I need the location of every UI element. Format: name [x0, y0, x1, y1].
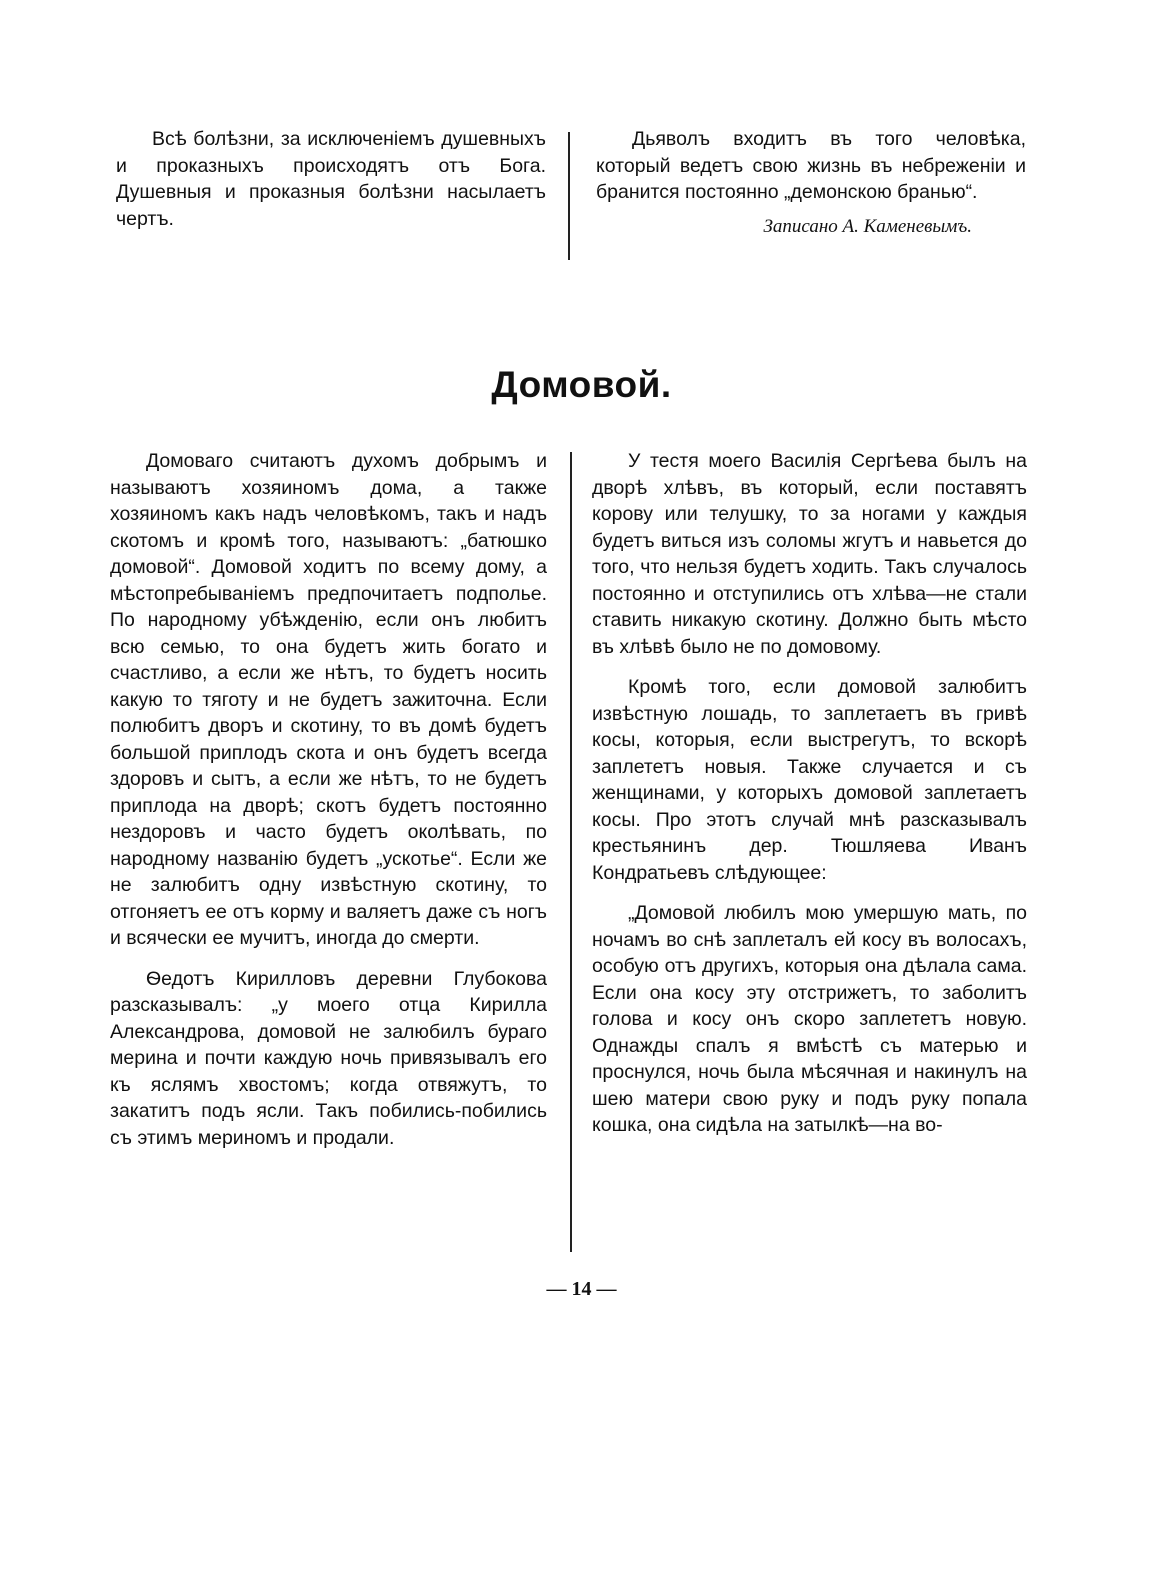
column-divider-main [570, 452, 572, 1252]
top-right-column [596, 126, 1026, 240]
top-left-column [116, 126, 546, 232]
paragraph: Ѳедотъ Кирилловъ деревни Глубокова разсказывалъ: „у моего отца Кирилла Александрова, домовой не залюбилъ бураго мерина и почти каждую ночь привязывалъ его къ яслямъ хвостомъ; когда отвяжутъ, то закатитъ подъ ясли. Такъ побились-побились съ этимъ мериномъ и продали. [110, 967, 547, 1149]
column-divider-top [568, 132, 570, 260]
paragraph: Домоваго считаютъ духомъ добрымъ и называютъ хозяиномъ дома, а также хозяиномъ какъ надъ человѣкомъ, такъ и надъ скотомъ и кромѣ того, называютъ: „батюшко домовой“. Домовой ходитъ по всему дому, а мѣстопребываніемъ предпочитаетъ подполье. По народному убѣжденію, если онъ любитъ всю семью, то она будетъ жить богато и счастливо, а если же нѣтъ, то будетъ носить какую то тяготу и не будетъ зажиточна. Если полюбитъ дворъ и скотину, то въ домѣ будетъ большой приплодъ скота и онъ будетъ всегда здоровъ и сытъ, а если же нѣтъ, то не будетъ приплода на дворѣ; скотъ будетъ постоянно нездоровъ и часто будетъ околѣвать, по народному названію будетъ „ускотье“. Если же не залюбитъ одну извѣстную скотину, то отгоняетъ ее отъ корму и валяетъ даже съ ногъ и всячески ее мучитъ, иногда до смерти. [110, 450, 547, 949]
section-title: Домовой. [491, 364, 672, 405]
author-signature: Записано А. Каменевымъ. [763, 215, 972, 237]
paragraph: „Домовой любилъ мою умершую мать, по ночамъ во снѣ заплеталъ ей косу въ волосахъ, особую отъ другихъ, которыя она дѣлала сама. Если она косу эту отстрижетъ, то заболитъ голова и косу онъ скоро заплететъ новую. Однажды спалъ я вмѣстѣ съ матерью и проснулся, ночь была мѣсячная и накинулъ на шею матери свою руку и подъ руку попала кошка, она сидѣла на затылкѣ—на во- [592, 902, 1027, 1136]
top-right-paragraph: Дьяволъ входитъ въ того человѣка, который ведетъ свою жизнь въ небреженіи и бранится постоянно „демонскою бранью“. [596, 128, 1026, 203]
page-number: — 14 — [546, 1278, 617, 1300]
paragraph: У тестя моего Василія Сергѣева былъ на дворѣ хлѣвъ, въ который, если поставятъ корову или телушку, то за ногами у каждыя будетъ виться изъ соломы жгутъ и навьется до того, что нельзя будетъ ходить. Такъ случалось постоянно и отступились отъ хлѣва—не стали ставить никакую скотину. Должно быть мѣсто въ хлѣвѣ было не по домовому. [592, 450, 1027, 658]
paragraph: Кромѣ того, если домовой залюбитъ извѣстную лошадь, то заплетаетъ въ гривѣ косы, которыя, если выстрегутъ, то вскорѣ заплететъ новыя. Также случается и съ женщинами, у которыхъ домовой заплетаетъ косы. Про этотъ случай мнѣ разсказывалъ крестьянинъ дер. Тюшляева Иванъ Кондратьевъ слѣдующее: [592, 676, 1027, 884]
main-left-column [110, 448, 547, 1151]
top-left-paragraph: Всѣ болѣзни, за исключеніемъ душевныхъ и проказныхъ происходятъ отъ Бога. Душевныя и проказныя болѣзни насылаетъ чертъ. [116, 128, 546, 230]
main-right-column [592, 448, 1027, 1139]
